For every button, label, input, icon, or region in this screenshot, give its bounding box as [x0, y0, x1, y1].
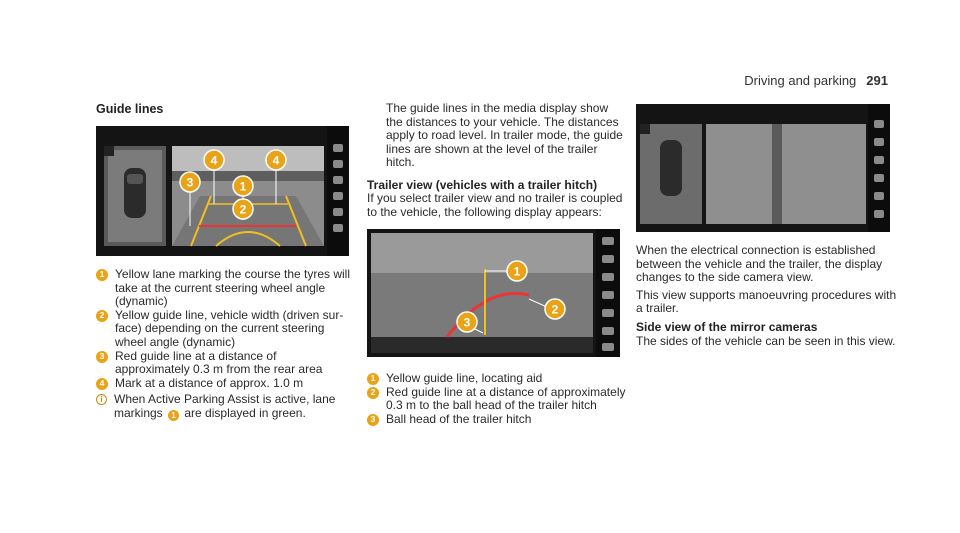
callout-4b	[266, 150, 286, 170]
svg-text:2: 2	[239, 202, 247, 217]
legend-item	[96, 268, 352, 309]
svg-text:1: 1	[513, 264, 521, 279]
info-text: When Active Parking Assist is active, lane markings 1 are displayed in green.	[114, 392, 336, 420]
guide-lines-intro: The guide lines in the media display show the distances to your vehicle. The distances apply to road level. In trailer mode, the guide lines are shown at the level of the trailer hitch.	[386, 101, 623, 170]
legend-item	[96, 309, 352, 350]
trailer-view-body: If you select trailer view and no trailer is coupled to the vehicle, the following display appears:	[367, 191, 623, 219]
side-view-section	[636, 244, 898, 349]
callout-2	[545, 299, 565, 319]
legend-item	[96, 377, 352, 391]
legend-item	[367, 372, 629, 386]
trailer-view-figure	[367, 229, 620, 357]
callout-2	[233, 199, 253, 219]
legend-number: 3	[367, 414, 379, 426]
legend-item	[367, 413, 629, 427]
trailer-view-screen	[367, 229, 620, 357]
legend-text: Red guide line at a distance of approximately 0.3 m to the ball head of the trailer hitch	[386, 384, 626, 413]
legend-text: Mark at a distance of approx. 1.0 m	[115, 375, 304, 390]
svg-text:4: 4	[272, 153, 280, 168]
car-topview	[660, 140, 682, 196]
mirror-cameras-heading: Side view of the mirror cameras	[636, 319, 818, 334]
svg-text:2: 2	[551, 302, 559, 317]
side-camera-screen	[636, 104, 890, 232]
section-title: Driving and parking	[744, 73, 857, 88]
manoeuvring-paragraph: This view supports manoeuvring procedures with a trailer.	[636, 287, 897, 316]
info-note	[96, 393, 352, 421]
legend-text: Yellow guide line, vehicle width (driven sur-face) depending on the current steering wheel angle (dynamic)	[115, 307, 344, 349]
legend-number: 1	[367, 373, 379, 385]
side-camera-figure	[636, 104, 890, 232]
callout-1	[233, 176, 253, 196]
svg-text:3: 3	[463, 315, 471, 330]
guide-lines-legend	[96, 268, 352, 421]
legend-number: 3	[96, 351, 108, 363]
legend-text: Red guide line at a distance of approximately 0.3 m from the rear area	[115, 348, 323, 377]
legend-text: Yellow lane marking the course the tyres will take at the current steering wheel angle (dynamic)	[115, 267, 351, 309]
callout-3	[457, 312, 477, 332]
mirror-cameras-paragraph: The sides of the vehicle can be seen in this view.	[636, 333, 896, 348]
guide-lines-figure	[96, 126, 349, 256]
legend-number: 2	[96, 310, 108, 322]
legend-text: Yellow guide line, locating aid	[386, 371, 543, 385]
svg-text:1: 1	[239, 179, 247, 194]
legend-number: 1	[96, 269, 108, 281]
legend-number: 4	[96, 378, 108, 390]
legend-number: 2	[367, 387, 379, 399]
callout-1	[507, 261, 527, 281]
guide-lines-screen	[96, 126, 349, 256]
page-number: 291	[866, 73, 888, 88]
page-header	[744, 73, 888, 88]
guide-lines-heading: Guide lines	[96, 102, 164, 116]
legend-item	[367, 386, 629, 413]
connection-paragraph: When the electrical connection is established between the vehicle and the trailer, the display changes to the side camera view.	[636, 243, 883, 285]
svg-text:4: 4	[210, 153, 218, 168]
svg-text:3: 3	[186, 175, 194, 190]
inline-callout: 1	[168, 410, 179, 421]
callout-4a	[204, 150, 224, 170]
legend-item	[96, 350, 352, 377]
legend-text: Ball head of the trailer hitch	[386, 411, 532, 426]
callout-3	[180, 172, 200, 192]
trailer-view-heading: Trailer view (vehicles with a trailer hitch)	[367, 178, 598, 192]
trailer-view-legend	[367, 372, 629, 426]
info-icon: i	[96, 394, 107, 405]
